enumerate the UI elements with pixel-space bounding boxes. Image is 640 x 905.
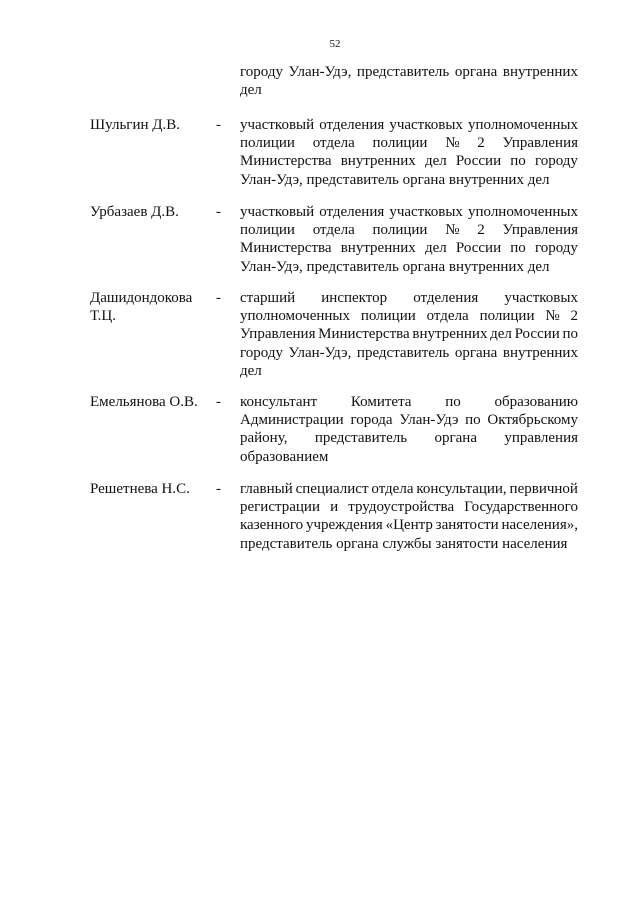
word: отделения	[319, 117, 385, 133]
word: дел	[424, 153, 447, 170]
word: Улан-Удэ,	[288, 64, 352, 80]
word: первичной	[509, 481, 578, 497]
word: полиции	[479, 308, 535, 325]
word: городу	[534, 240, 578, 257]
word: полиции	[372, 222, 428, 239]
member-description	[240, 480, 578, 553]
word: 2	[477, 135, 485, 152]
word: учреждения	[305, 517, 383, 534]
word: 2	[477, 222, 485, 239]
word: Министерства	[240, 240, 332, 257]
member-name: Урбазаев Д.В.	[90, 204, 179, 220]
text-line	[240, 203, 578, 221]
text-line: Улан-Удэ, представитель органа внутренних дел	[240, 258, 550, 275]
continuation-text	[240, 63, 578, 99]
word: органа	[454, 64, 498, 80]
text-line	[240, 498, 578, 516]
word: району,	[240, 430, 288, 447]
text-line	[240, 325, 578, 343]
word: России	[455, 240, 502, 257]
word: городу	[534, 153, 578, 170]
word: России	[514, 326, 560, 343]
text-line: образованием	[240, 448, 329, 465]
word: по	[510, 240, 526, 257]
word: Администрации	[240, 412, 344, 429]
word: дел	[424, 240, 447, 257]
member-name: Дашидондокова	[90, 290, 193, 306]
text-line: Улан-Удэ, представитель органа внутренних дел	[240, 171, 550, 188]
word: органа	[454, 344, 498, 361]
word: отдела	[312, 135, 355, 152]
word: казенного	[240, 517, 304, 534]
word: старший	[240, 290, 296, 306]
word: управления	[504, 430, 578, 447]
word: отделения	[319, 204, 385, 220]
word: отдела	[312, 222, 355, 239]
word: по	[510, 153, 526, 170]
word: 2	[570, 308, 578, 325]
word: городу	[240, 344, 283, 361]
text-line	[240, 221, 578, 239]
word: полиции	[360, 308, 416, 325]
word: №	[545, 308, 560, 325]
word: дел	[490, 326, 512, 343]
word: и	[330, 499, 339, 516]
word: №	[445, 222, 460, 239]
word: уполномоченных	[467, 117, 578, 133]
word: «Центр	[385, 517, 433, 534]
word: отдела	[371, 481, 414, 497]
word: полиции	[372, 135, 428, 152]
word: внутренних	[412, 326, 488, 343]
text-line	[240, 429, 578, 447]
word: городу	[240, 64, 283, 80]
word: по	[562, 326, 578, 343]
word: Управления	[502, 135, 578, 152]
word: уполномоченных	[467, 204, 578, 220]
word: города	[350, 412, 393, 429]
text-line	[240, 152, 578, 170]
member-name: Решетнева Н.С.	[90, 481, 190, 497]
word: участковых	[504, 290, 578, 306]
dash-separator: -	[216, 290, 221, 306]
text-line	[240, 344, 578, 362]
word: представитель	[314, 430, 408, 447]
word: полиции	[240, 222, 295, 239]
word: Комитета	[350, 394, 412, 410]
word: №	[445, 135, 460, 152]
text-line	[240, 393, 578, 411]
text-line: дел	[240, 82, 262, 99]
page-number: 52	[329, 38, 341, 50]
word: главный	[240, 481, 293, 497]
word: внутренних	[340, 240, 416, 257]
word: занятости	[435, 517, 499, 534]
text-line	[240, 116, 578, 134]
text-line	[240, 239, 578, 257]
word: Министерства	[240, 153, 332, 170]
word: внутренних	[340, 153, 416, 170]
text-line	[240, 289, 578, 307]
word: по	[445, 394, 461, 410]
word: Государственного	[464, 499, 578, 516]
member-description	[240, 203, 578, 276]
text-line: дел	[240, 362, 262, 379]
word: специалист	[295, 481, 369, 497]
word: Управления	[502, 222, 578, 239]
member-name: Шульгин Д.В.	[90, 117, 180, 133]
word: представитель	[356, 344, 450, 361]
word: инспектор	[321, 290, 388, 306]
word: представитель	[356, 64, 450, 80]
word: участковый	[240, 117, 315, 133]
word: Улан-Удэ,	[288, 344, 352, 361]
word: образованию	[494, 394, 578, 410]
word: полиции	[240, 135, 295, 152]
word: Улан-Удэ	[399, 412, 459, 429]
word: населения»,	[501, 517, 578, 534]
dash-separator: -	[216, 394, 221, 410]
word: отдела	[426, 308, 469, 325]
word: Октябрьскому	[487, 412, 578, 429]
word: России	[455, 153, 502, 170]
text-line	[240, 480, 578, 498]
word: регистрации	[240, 499, 320, 516]
word: участковых	[389, 204, 463, 220]
text-line	[240, 134, 578, 152]
word: органа	[434, 430, 477, 447]
word: по	[465, 412, 481, 429]
word: консультации,	[416, 481, 507, 497]
word: участковых	[389, 117, 463, 133]
text-line: представитель органа службы занятости населения	[240, 535, 568, 552]
member-description	[240, 116, 578, 189]
dash-separator: -	[216, 117, 221, 133]
word: консультант	[240, 394, 318, 410]
word: уполномоченных	[240, 308, 350, 325]
word: внутренних	[502, 344, 578, 361]
text-line	[240, 307, 578, 325]
member-description	[240, 289, 578, 380]
dash-separator: -	[216, 204, 221, 220]
member-initials: Т.Ц.	[90, 308, 116, 325]
text-line	[240, 516, 578, 534]
word: внутренних	[502, 64, 578, 80]
text-line	[240, 63, 578, 81]
word: Управления	[240, 326, 316, 343]
word: участковый	[240, 204, 315, 220]
member-name: Емельянова О.В.	[90, 394, 198, 410]
word: трудоустройства	[348, 499, 455, 516]
text-line	[240, 411, 578, 429]
dash-separator: -	[216, 481, 221, 497]
word: Министерства	[318, 326, 410, 343]
word: отделения	[413, 290, 479, 306]
member-description	[240, 393, 578, 466]
